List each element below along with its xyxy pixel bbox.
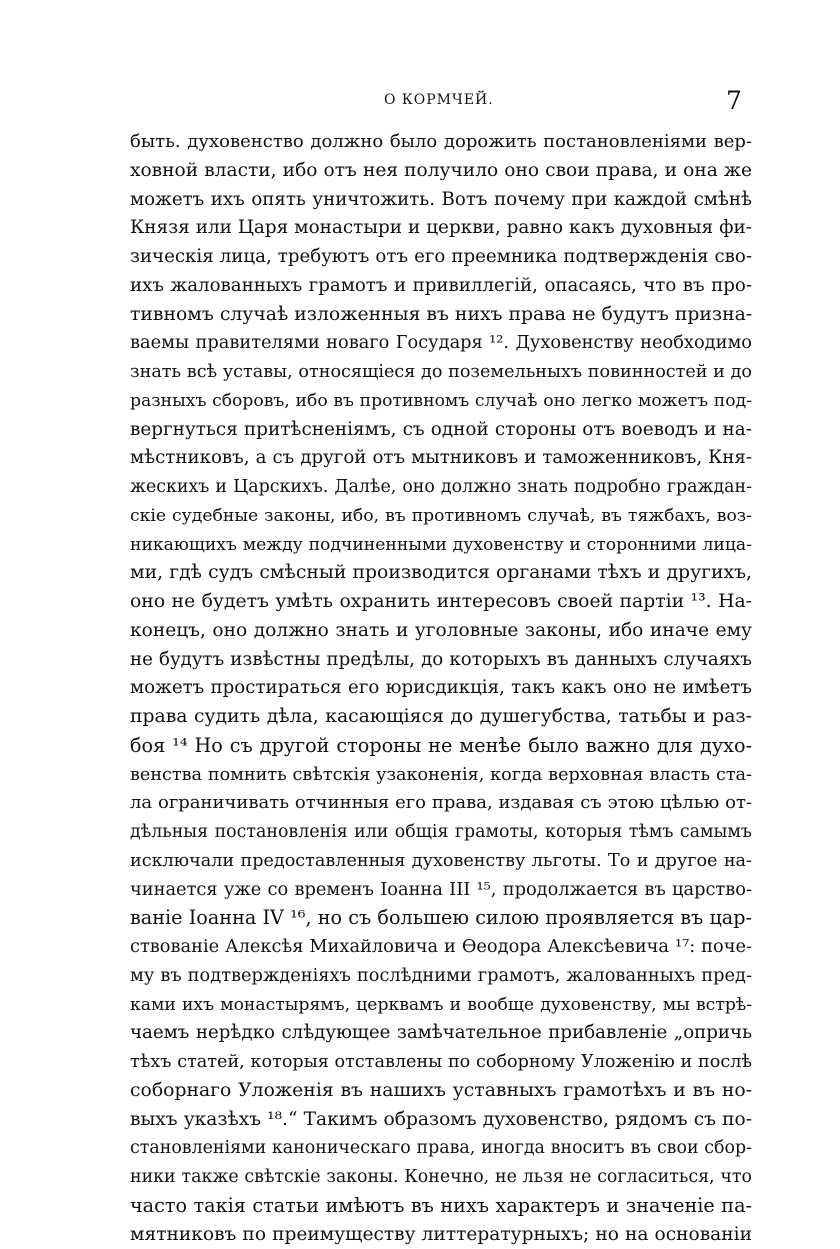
text-line: ваемы правителями новаго Государя ¹². Духовенству необходимо xyxy=(130,329,752,358)
text-line: боя ¹⁴ Но съ другой стороны не менѣе было важно для духо- xyxy=(130,732,752,761)
page-number: 7 xyxy=(726,86,742,115)
text-line: вергнуться притѣсненіямъ, съ одной стороны отъ воеводъ и на- xyxy=(130,416,752,445)
text-line: никающихъ между подчиненными духовенству и сторонними лица- xyxy=(130,531,752,560)
text-line: быть. духовенство должно было дорожить постановленіями вер- xyxy=(130,128,752,157)
running-head xyxy=(0,86,840,116)
text-line: ховной власти, ибо отъ нея получило оно свои права, и она же xyxy=(130,157,752,186)
text-line: ми, гдѣ судъ смѣсный производится органами тѣхъ и другихъ, xyxy=(130,559,752,588)
text-line: ками ихъ монастырямъ, церквамъ и вообще духовенству, мы встрѣ- xyxy=(130,991,752,1020)
text-line: становленіями каноническаго права, иногда вноситъ въ свои сбор- xyxy=(130,1134,752,1163)
text-line: часто такія статьи имѣютъ въ нихъ характеръ и значеніе па- xyxy=(130,1192,752,1221)
text-line: чинается уже со временъ Іоанна III ¹⁵, продолжается въ царство- xyxy=(130,876,752,905)
text-line: оно не будетъ умѣть охранить интересовъ своей партіи ¹³. На- xyxy=(130,588,752,617)
text-line: выхъ указѣхъ ¹⁸.“ Такимъ образомъ духовенство, рядомъ съ по- xyxy=(130,1106,752,1135)
text-line: зическія лица, требуютъ отъ его преемника подтвержденія сво- xyxy=(130,243,752,272)
text-line: тивномъ случаѣ изложенныя въ нихъ права не будутъ призна- xyxy=(130,301,752,330)
text-line: можетъ ихъ опять уничтожить. Вотъ почему при каждой смѣнѣ xyxy=(130,186,752,215)
text-line: соборнаго Уложенія въ нашихъ уставныхъ грамотѣхъ и въ но- xyxy=(130,1077,752,1106)
text-line: права судить дѣла, касающіяся до душегубства, татьбы и раз- xyxy=(130,703,752,732)
text-line: мятниковъ по преимуществу литтературныхъ; но на основаніи xyxy=(130,1221,752,1249)
text-line: ники также свѣтскіе законы. Конечно, не льзя не согласиться, что xyxy=(130,1163,752,1192)
running-title: О КОРМЧЕЙ. xyxy=(384,92,494,108)
text-line: исключали предоставленныя духовенству льготы. То и другое на- xyxy=(130,847,752,876)
text-line: конецъ, оно должно знать и уголовные законы, ибо иначе ему xyxy=(130,617,752,646)
text-line: можетъ простираться его юрисдикція, такъ какъ оно не имѣетъ xyxy=(130,674,752,703)
text-line: знать всѣ уставы, относящіеся до поземельныхъ повинностей и до xyxy=(130,358,752,387)
text-line: мѣстниковъ, а съ другой отъ мытниковъ и таможенниковъ, Кня- xyxy=(130,444,752,473)
text-line: тѣхъ статей, которыя отставлены по соборному Уложенію и послѣ xyxy=(130,1048,752,1077)
text-line: ла ограничивать отчинныя его права, издавая съ этою цѣлью от- xyxy=(130,789,752,818)
text-line: му въ подтвержденіяхъ послѣдними грамотъ, жалованныхъ пред- xyxy=(130,962,752,991)
text-line: ваніе Іоанна IV ¹⁶, но съ большею силою проявляется въ цар- xyxy=(130,904,752,933)
body-text xyxy=(130,128,752,1249)
text-line: жескихъ и Царскихъ. Далѣе, оно должно знать подробно граждан- xyxy=(130,473,752,502)
text-line: скіе судебные законы, ибо, въ противномъ случаѣ, въ тяжбахъ, воз- xyxy=(130,502,752,531)
text-line: дѣльныя постановленія или общія грамоты, которыя тѣмъ самымъ xyxy=(130,818,752,847)
text-line: ихъ жалованныхъ грамотъ и привиллегій, опасаясь, что въ про- xyxy=(130,272,752,301)
text-line: разныхъ сборовъ, ибо въ противномъ случаѣ оно легко можетъ под- xyxy=(130,387,752,416)
text-line: Князя или Царя монастыри и церкви, равно какъ духовныя фи- xyxy=(130,214,752,243)
text-line: чаемъ нерѣдко слѣдующее замѣчательное прибавленіе „опричь xyxy=(130,1019,752,1048)
text-line: ствованіе Алексѣя Михайловича и Ѳеодора Алексѣевича ¹⁷: поче- xyxy=(130,933,752,962)
text-line: венства помнить свѣтскія узаконенія, когда верховная власть ста- xyxy=(130,761,752,790)
text-line: не будутъ извѣстны предѣлы, до которыхъ въ данныхъ случаяхъ xyxy=(130,646,752,675)
